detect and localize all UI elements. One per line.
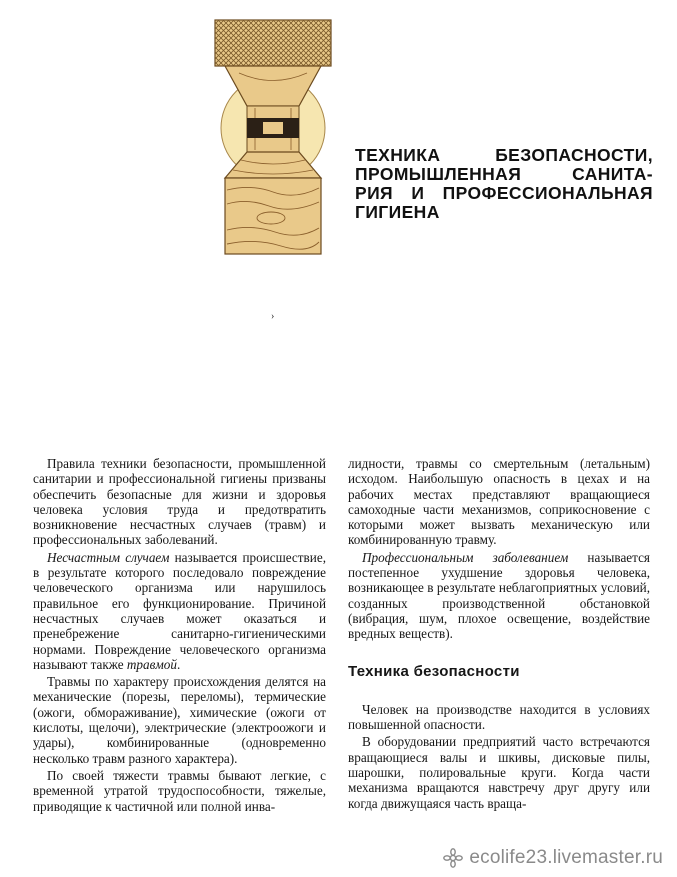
chapter-title-line: ГИГИЕНА <box>355 202 440 222</box>
chapter-title-line: ПРОМЫШЛЕННАЯ САНИТА- <box>355 164 653 184</box>
paragraph: В оборудовании предприятий часто встречаются вращающиеся валы и шкивы, дисковые пилы, шарошки, полировальные круги. Когда части механизма вращаются навстречу друг другу или когда движущаяся часть враща- <box>348 734 650 811</box>
stray-mark: › <box>271 311 275 322</box>
paragraph: лидности, травмы со смертельным (летальным) исходом. Наибольшую опасность в цехах и на рабочих местах представляют вращающиеся самоходные части механизмов, соприкосновение с которыми может вызвать механическую или комбинированную травму. <box>348 456 650 548</box>
section-heading: Техника безопасности <box>348 662 520 680</box>
term-emphasis: травмой <box>126 656 177 672</box>
watermark-text: ecolife23.livemaster.ru <box>469 847 663 868</box>
term-emphasis: Профессиональным заболеванием <box>362 549 569 565</box>
chapter-title-line: ТЕХНИКА БЕЗОПАСНОСТИ, <box>355 145 653 165</box>
watermark <box>443 847 663 869</box>
flower-icon <box>443 848 463 868</box>
body-column-left <box>33 456 326 816</box>
chapter-illustration <box>211 18 335 258</box>
paragraph: Человек на производстве находится в условиях повышенной опасности. <box>348 701 650 733</box>
paragraph: Профессиональным заболеванием называется постепенное ухудшение здоровья человека, возникающее в результате неблагоприятных условий, созданных производственной обстановкой (вибрация, шум, плохое освещение, воздействие вредных веществ). <box>348 549 650 642</box>
paragraph: Правила техники безопасности, промышленной санитарии и профессиональной гигиены призваны обеспечить безопасные для жизни и здоровья человека условия труда и предотвратить возникновение несчастных случаев (травм) и профессиональных заболеваний. <box>33 456 326 548</box>
lamp-wood-illustration <box>211 18 335 258</box>
paragraph: Несчастным случаем называется происшествие, в результате которого последовало повреждение человеческого организма или нарушилось правильное его функционирование. Причиной несчастных случаев может оказаться и пренебрежение санитарно-гигиеническими нормами. Повреждение человеческого организма называют также травмой. <box>33 549 326 672</box>
chapter-title-line: РИЯ И ПРОФЕССИОНАЛЬНАЯ <box>355 183 653 203</box>
body-column-right <box>348 456 650 813</box>
paragraph: Травмы по характеру происхождения делятся на механические (порезы, переломы), термические (ожоги, обмораживание), химические (ожоги от кислоты, щелочи), электрические (электроожоги и удары), комбинированные (одновременно несколько травм разного характера). <box>33 674 326 766</box>
term-emphasis: Несчастным случаем <box>47 549 170 565</box>
chapter-title <box>355 146 653 222</box>
paragraph: По своей тяжести травмы бывают легкие, с временной утратой трудоспособности, тяжелые, приводящие к частичной или полной инва- <box>33 767 326 814</box>
